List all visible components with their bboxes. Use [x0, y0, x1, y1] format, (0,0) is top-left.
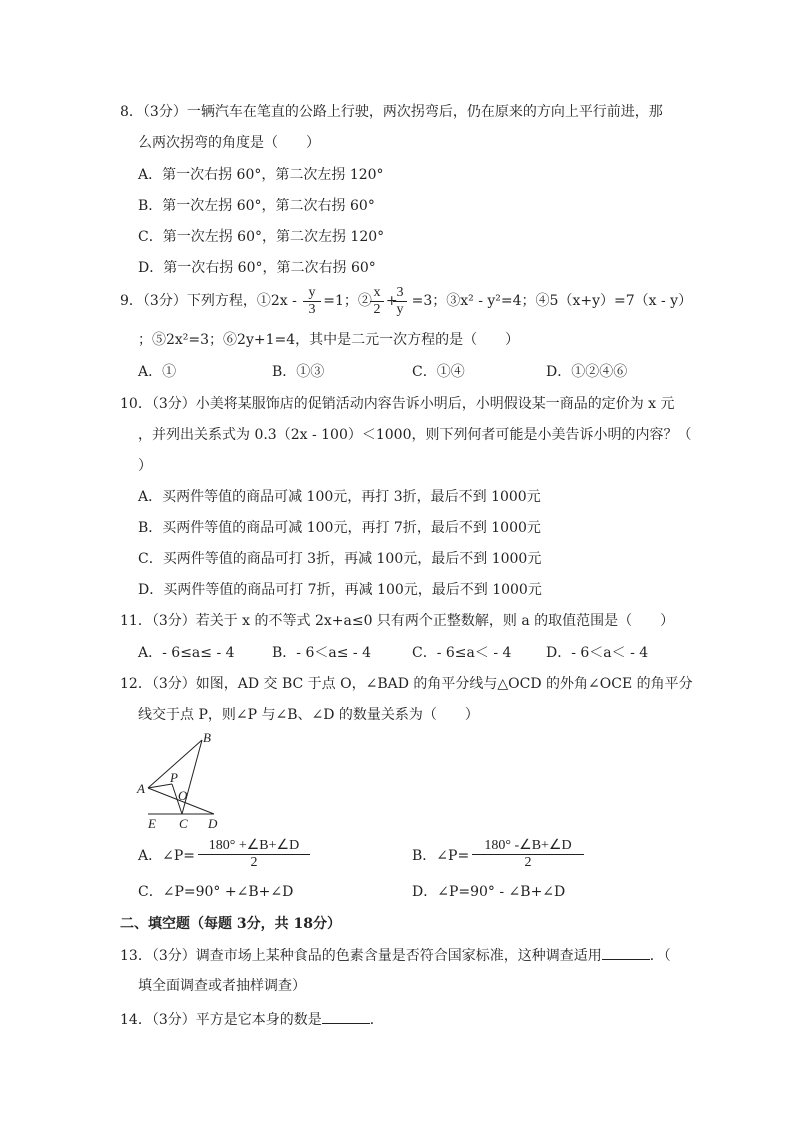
label-c: C [179, 816, 188, 830]
q9-option-c: C．①④ [412, 364, 465, 380]
q14-text-b: ． [369, 1012, 384, 1028]
q14-text-a: 14．（3分）平方是它本身的数是 [120, 1012, 322, 1028]
q12-geometry-figure [134, 730, 234, 830]
q10-option-c: C．买两件等值的商品可打 3折，再减 100元，最后不到 1000元 [138, 551, 542, 567]
q8-option-b: B．第一次左拐 60°，第二次右拐 60° [138, 198, 375, 214]
q9-frac3-num: 3 [393, 285, 407, 302]
q12-option-b-fraction [472, 838, 584, 871]
q14-line1 [120, 1009, 384, 1030]
section-2-title: 二、填空题（每题 3分，共 18分） [120, 916, 341, 932]
q9-line2: ；⑤2x²=3；⑥2y+1=4，其中是二元一次方程的是（ ） [138, 332, 520, 348]
q11-line1: 11．（3分）若关于 x 的不等式 2x+a≤0 只有两个正整数解，则 a 的取值范围是（ ） [120, 613, 675, 629]
label-b: B [203, 730, 211, 745]
q12-option-a-prefix: A．∠P= [138, 848, 195, 864]
q10-option-d: D．买两件等值的商品可打 7折，再减 100元，最后不到 1000元 [138, 582, 542, 598]
q8-option-d: D．第一次右拐 60°，第二次右拐 60° [138, 260, 376, 276]
label-d: D [208, 816, 218, 830]
q10-line3: ） [138, 458, 152, 474]
q10-option-a: A．买两件等值的商品可减 100元，再打 3折，最后不到 1000元 [138, 489, 541, 505]
q12-option-a-fraction [198, 838, 310, 871]
q9-frac2-num: x [370, 285, 384, 302]
q12-option-b-den: 2 [524, 855, 532, 870]
q12-option-d: D．∠P=90° - ∠B+∠D [412, 884, 566, 900]
q8-line2: 么两次拐弯的角度是（ ） [138, 135, 320, 151]
q12-option-b-prefix: B．∠P= [412, 848, 470, 864]
q10-line2: ，并列出关系式为 0.3（2x - 100）＜1000，则下列何者可能是小美告诉小明的内容？（ [138, 427, 692, 443]
q12-option-b-num: 180° -∠B+∠D [472, 838, 584, 855]
q9-frac2-den: 2 [373, 302, 381, 317]
q13-line2: 填全面调查或者抽样调查） [138, 978, 306, 994]
q9-plus: + [385, 293, 398, 309]
q9-option-b: B．①③ [272, 364, 325, 380]
q9-prefix: 9．（3分）下列方程，①2x - [120, 293, 302, 309]
q13-line1 [120, 945, 671, 966]
q10-line1: 10．（3分）小美将某服饰店的促销活动内容告诉小明后，小明假设某一商品的定价为 x 元 [120, 396, 675, 412]
q12-option-c: C．∠P=90° +∠B+∠D [138, 884, 294, 900]
q9-fraction-3-over-y [393, 285, 407, 318]
label-p: P [170, 770, 178, 785]
q9-frac1-num: y [303, 285, 321, 302]
q14-answer-blank [322, 1009, 370, 1024]
q9-mid1: =1；② [323, 293, 372, 309]
q12-option-a-num: 180° +∠B+∠D [198, 838, 310, 855]
q8-option-a: A．第一次右拐 60°，第二次左拐 120° [138, 167, 384, 183]
q11-option-b: B．- 6＜a≤ - 4 [272, 645, 371, 661]
q9-fraction-x-over-2 [370, 285, 384, 318]
q12-line1: 12．（3分）如图，AD 交 BC 于点 O，∠BAD 的角平分线与△OCD 的外角∠OCE 的角平分 [120, 676, 693, 692]
q13-answer-blank [602, 945, 650, 960]
q9-option-a: A．① [138, 364, 177, 380]
label-a: A [137, 781, 145, 796]
q9-frac1-den: 3 [308, 302, 316, 317]
q11-option-a: A．- 6≤a≤ - 4 [138, 645, 235, 661]
q11-option-d: D．- 6＜a＜ - 4 [546, 645, 649, 661]
q9-fraction-y-over-3 [303, 285, 321, 318]
q9-suffix: =3；③x² - y²=4；④5（x+y）=7（x - y） [411, 293, 693, 309]
q12-line2: 线交于点 P，则∠P 与∠B、∠D 的数量关系为（ ） [138, 707, 479, 723]
label-o: O [178, 788, 188, 803]
q8-line1: 8．（3分）一辆汽车在笔直的公路上行驶，两次拐弯后，仍在原来的方向上平行前进，那 [120, 104, 663, 120]
label-e: E [148, 816, 156, 830]
q10-option-b: B．买两件等值的商品可减 100元，再打 7折，最后不到 1000元 [138, 520, 541, 536]
q8-option-c: C．第一次左拐 60°，第二次左拐 120° [138, 229, 385, 245]
q13-text-a: 13．（3分）调查市场上某种食品的色素含量是否符合国家标准，这种调查适用 [120, 948, 602, 964]
q9-option-d: D．①②④⑥ [546, 364, 628, 380]
q9-frac3-den: y [396, 302, 404, 317]
q11-option-c: C．- 6≤a＜ - 4 [412, 645, 512, 661]
q13-text-b: ．（ [649, 948, 671, 964]
q12-option-a-den: 2 [250, 855, 258, 870]
